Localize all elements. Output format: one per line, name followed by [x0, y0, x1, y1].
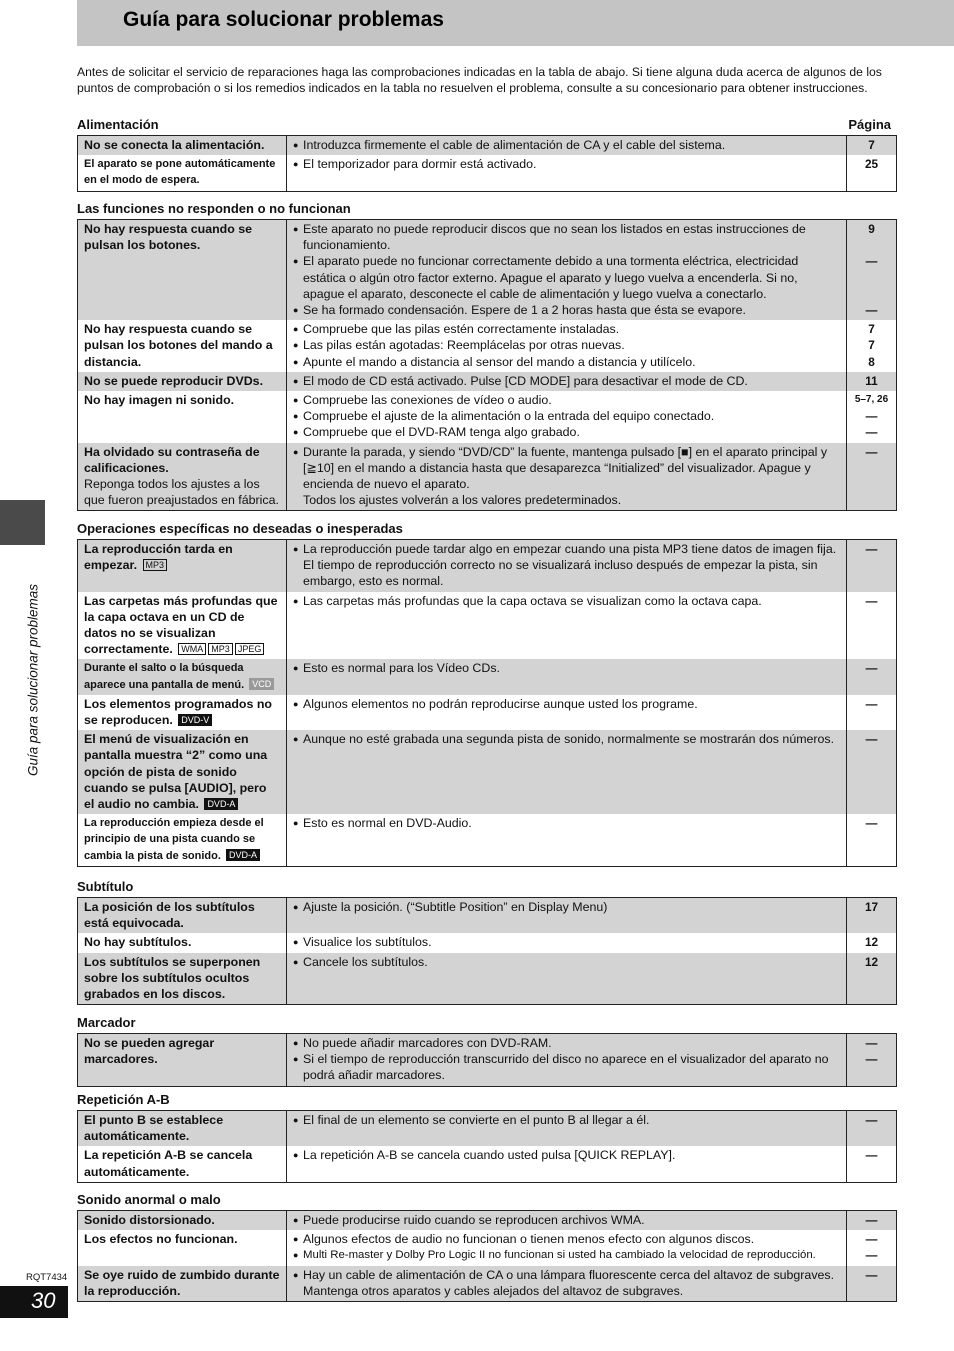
remedy-bullet: ● Hay un cable de alimentación de CA o una lámpara fluorescente cerca del altavoz de subgraves. Mantenga otros aparatos y cables alejados del altavoz de subgraves.	[293, 1267, 840, 1299]
remedy-bullet: ● Algunos elementos no podrán reproducirse aunque usted los programe.	[293, 696, 840, 712]
page-ref: 7	[868, 138, 875, 152]
remedy-cell	[287, 372, 847, 391]
troubleshooting-table	[77, 1210, 897, 1302]
page-ref-cell	[847, 443, 897, 511]
section-marcador	[77, 1015, 896, 1087]
section-heading	[77, 879, 896, 897]
remedy-bullet: ● Ajuste la posición. (“Subtitle Position” en Display Menu)	[293, 899, 840, 915]
remedy-bullet: ● El temporizador para dormir está activado.	[293, 156, 840, 172]
problem-cell	[78, 695, 287, 730]
disc-format-tag: JPEG	[235, 643, 265, 655]
side-section-label: Guía para solucionar problemas	[25, 583, 41, 777]
page-ref-cell	[847, 695, 897, 730]
problem-text: Durante el salto o la búsqueda aparece una pantalla de menú.	[84, 662, 245, 691]
remedy-bullet: ● Compruebe el ajuste de la alimentación o la entrada del equipo conectado.	[293, 408, 840, 424]
page-ref-cell	[847, 933, 897, 952]
section-funciones-no-responden	[77, 201, 896, 511]
page-ref: —	[865, 732, 878, 747]
page-ref: 5–7, 26	[854, 394, 889, 406]
remedy-cell	[287, 1111, 847, 1147]
remedy-bullet: ● Compruebe que las pilas estén correctamente instaladas.	[293, 321, 840, 337]
page-ref: 11	[865, 373, 878, 388]
section-subtitulo	[77, 879, 896, 1005]
page-ref: —	[865, 1248, 878, 1263]
remedy-cell	[287, 320, 847, 372]
remedy-cell	[287, 695, 847, 730]
page-ref: —	[865, 1213, 878, 1227]
page-ref: 12	[864, 935, 879, 950]
table-row	[78, 1034, 897, 1087]
problem-cell: No hay respuesta cuando se pulsan los botones del mando a distancia.	[84, 322, 273, 369]
page-ref: —	[865, 444, 878, 459]
page-ref-cell	[847, 814, 897, 866]
table-row	[78, 592, 897, 660]
remedy-cell	[287, 659, 847, 694]
remedy-bullet: ● Multi Re-master y Dolby Pro Logic II no funcionan si usted ha cambiado la velocidad de reproducción.	[293, 1247, 840, 1263]
section-heading-text: Subtítulo	[77, 879, 134, 894]
table-row	[78, 320, 897, 372]
troubleshooting-table	[77, 219, 897, 511]
problem-cell: El punto B se establece automáticamente.	[78, 1111, 287, 1147]
page-ref-cell	[847, 1111, 897, 1147]
remedy-cell	[287, 1266, 847, 1302]
table-row	[78, 1211, 897, 1231]
problem-cell	[78, 814, 287, 866]
remedy-cell	[287, 1146, 847, 1182]
remedy-bullet: ● El modo de CD está activado. Pulse [CD MODE] para desactivar el mode de CD.	[293, 373, 840, 389]
problem-cell: La posición de los subtítulos está equivocada.	[78, 898, 287, 934]
page-ref: —	[865, 1036, 878, 1050]
remedy-bullet: ● Compruebe que el DVD-RAM tenga algo grabado.	[293, 424, 840, 440]
remedy-cell	[287, 1034, 847, 1087]
page-title: Guía para solucionar problemas	[123, 8, 444, 31]
page-ref: 12	[864, 954, 879, 969]
table-row	[78, 136, 897, 156]
table-row	[78, 659, 897, 694]
table-row	[78, 155, 897, 191]
remedy-bullet: ● Introduzca firmemente el cable de alimentación de CA y el cable del sistema.	[293, 137, 840, 153]
remedy-bullet: ● La reproducción puede tardar algo en empezar cuando una pista MP3 tiene datos de imagen fija. El tiempo de reproducción correcto no se visualizará incluso después de empezar la pista, sin embargo, esto es normal.	[293, 541, 840, 590]
remedy-cell	[287, 933, 847, 952]
disc-format-tag: DVD-A	[226, 849, 260, 861]
problem-cell: No se conecta la alimentación.	[78, 136, 287, 156]
remedy-cell	[287, 220, 847, 321]
page-ref-cell	[847, 1266, 897, 1302]
remedy-cell	[287, 730, 847, 814]
problem-cell	[78, 540, 287, 592]
page-ref-cell	[847, 540, 897, 592]
document-code: RQT7434	[26, 1272, 68, 1283]
page-ref-cell	[847, 592, 897, 660]
disc-format-tag: VCD	[249, 678, 274, 690]
disc-format-tag: WMA	[178, 643, 206, 655]
remedy-cell	[287, 136, 847, 156]
problem-cell: Los efectos no funcionan.	[84, 1232, 238, 1247]
page-ref-cell	[847, 730, 897, 814]
remedy-bullet: ● Algunos efectos de audio no funcionan o tienen menos efecto con algunos discos.	[293, 1231, 840, 1247]
remedy-bullet: ● Esto es normal para los Vídeo CDs.	[293, 660, 840, 676]
disc-format-tag: MP3	[143, 559, 168, 571]
section-heading-text: Sonido anormal o malo	[77, 1192, 221, 1207]
section-heading	[77, 1015, 896, 1033]
remedy-cell	[287, 155, 847, 191]
remedy-bullet: ● No puede añadir marcadores con DVD-RAM.	[293, 1035, 840, 1051]
section-alimentacion	[77, 117, 896, 192]
table-row	[78, 372, 897, 391]
page-ref: —	[865, 542, 878, 556]
page-ref-cell	[847, 136, 897, 156]
section-heading-text: Marcador	[77, 1015, 136, 1030]
disc-format-tag: MP3	[208, 643, 233, 655]
remedy-bullet: ● Las pilas están agotadas: Reemplácelas por otras nuevas.	[293, 337, 840, 353]
problem-text: La reproducción empieza desde el principio de una pista cuando se cambia la pista de sonido.	[84, 817, 264, 862]
page-ref-cell	[847, 155, 897, 191]
table-row	[78, 730, 897, 814]
table-row	[78, 540, 897, 592]
section-repeticion-ab	[77, 1092, 896, 1183]
remedy-bullet: ● Puede producirse ruido cuando se reproducen archivos WMA.	[293, 1212, 840, 1228]
section-heading-text: Las funciones no responden o no funcionan	[77, 201, 351, 216]
problem-cell: No hay respuesta cuando se pulsan los botones.	[78, 220, 287, 321]
page-ref: —	[865, 1267, 878, 1282]
remedy-bullet: ● Esto es normal en DVD-Audio.	[293, 815, 840, 831]
section-heading-text: Alimentación	[77, 117, 159, 132]
remedy-bullet: ● Cancele los subtítulos.	[293, 954, 840, 970]
problem-cell: El aparato se pone automáticamente en el modo de espera.	[84, 158, 276, 187]
section-heading	[77, 201, 896, 219]
page-ref-cell	[847, 1211, 897, 1231]
remedy-cell	[287, 391, 847, 443]
problem-text: Los elementos programados no se reproducen.	[84, 696, 272, 728]
page-ref-cell	[847, 659, 897, 694]
page-ref: —	[865, 1113, 878, 1127]
intro-paragraph: Antes de solicitar el servicio de reparaciones haga las comprobaciones indicadas en la tabla de abajo. Si tiene alguna duda acerca de algunos de los puntos de comprobación o si los remedios indicados en la tabla no resuelven el problema, consulte a su concesionario para obtener instrucciones.	[77, 65, 882, 95]
remedy-bullet: ● El aparato puede no funcionar correctamente debido a una tormenta eléctrica, electricidad estática o algún otro factor externo. Apague el aparato y luego vuelva a encenderla. Si no, apague el aparato, desconecte el cable de alimentación y luego vuelva a conectarlo.	[293, 253, 840, 302]
page-column-label: Página	[848, 117, 891, 132]
remedy-bullet: ● El final de un elemento se convierte en el punto B al llegar a él.	[293, 1112, 840, 1128]
remedy-bullet: ● Visualice los subtítulos.	[293, 934, 840, 950]
disc-format-tag: DVD-V	[178, 714, 212, 726]
section-heading	[77, 1192, 896, 1210]
problem-text: Ha olvidado su contraseña de calificaciones.	[84, 444, 260, 475]
page-ref-cell	[847, 320, 897, 372]
remedy-cell	[287, 953, 847, 1005]
page-ref: —	[865, 593, 878, 608]
problem-cell	[78, 659, 287, 694]
troubleshooting-table	[77, 539, 897, 867]
remedy-bullet: ● Compruebe las conexiones de vídeo o audio.	[293, 392, 840, 408]
problem-cell: No hay imagen ni sonido.	[84, 393, 235, 408]
remedy-cell	[287, 1211, 847, 1231]
side-tab-marker	[0, 500, 45, 545]
page-number: 30	[0, 1286, 68, 1318]
problem-cell	[78, 730, 287, 814]
page-ref: —	[865, 816, 878, 831]
remedy-bullet: ● Apunte el mando a distancia al sensor del mando a distancia y utilícelo.	[293, 354, 840, 370]
problem-cell: Los subtítulos se superponen sobre los subtítulos ocultos grabados en los discos.	[78, 953, 287, 1005]
page-ref: 7	[868, 322, 875, 337]
page-ref-cell	[847, 953, 897, 1005]
problem-cell	[78, 443, 287, 511]
table-row	[78, 695, 897, 730]
troubleshooting-table	[77, 1033, 897, 1087]
page-ref: 17	[864, 900, 879, 914]
table-row	[78, 443, 897, 511]
section-sonido-anormal	[77, 1192, 896, 1302]
remedy-cell	[287, 592, 847, 660]
table-row	[78, 953, 897, 1005]
page-ref: 25	[864, 157, 879, 172]
section-heading	[77, 1092, 896, 1110]
remedy-bullet: ● Aunque no esté grabada una segunda pista de sonido, normalmente se mostrarán dos números.	[293, 731, 840, 747]
troubleshooting-table	[77, 897, 897, 1005]
page-ref: —	[865, 254, 878, 268]
page-ref-cell	[847, 372, 897, 391]
problem-text: Las carpetas más profundas que la capa octava en un CD de datos no se visualizan correctamente.	[84, 593, 278, 657]
section-heading-text: Repetición A-B	[77, 1092, 170, 1107]
table-row	[78, 1146, 897, 1182]
table-row	[78, 1230, 897, 1265]
page-ref: 7	[868, 338, 875, 353]
page-ref-cell	[847, 1230, 897, 1265]
page-ref: —	[865, 1148, 878, 1163]
page-ref: —	[865, 1232, 878, 1247]
problem-cell: No se pueden agregar marcadores.	[78, 1034, 287, 1087]
problem-note: Reponga todos los ajustes a los que fueron preajustados en fábrica.	[84, 477, 279, 508]
remedy-bullet: ● Durante la parada, y siendo “DVD/CD” la fuente, mantenga pulsado [■] en el aparato principal y [≧10] en el mando a distancia hasta que desaparezca “Initialized” del visualizador. Apague y encienda de nuevo el aparato.	[293, 444, 840, 493]
remedy-cell	[287, 443, 847, 511]
page-ref: —	[865, 409, 878, 424]
problem-cell: La repetición A-B se cancela automáticamente.	[84, 1148, 253, 1179]
page-ref: 8	[868, 354, 875, 369]
table-row	[78, 814, 897, 866]
table-row	[78, 1266, 897, 1302]
problem-cell: Sonido distorsionado.	[78, 1211, 287, 1231]
page-ref: —	[865, 1052, 878, 1067]
table-row	[78, 1111, 897, 1147]
page-ref-cell	[847, 1146, 897, 1182]
problem-cell	[78, 592, 287, 660]
page-ref: —	[865, 696, 878, 711]
section-heading	[77, 521, 896, 539]
page-ref-cell	[847, 1034, 897, 1087]
disc-format-tag: DVD-A	[204, 798, 238, 810]
problem-cell: No hay subtítulos.	[84, 935, 192, 950]
remedy-bullet: ● Si el tiempo de reproducción transcurrido del disco no aparece en el visualizador del aparato no podrá añadir marcadores.	[293, 1051, 840, 1083]
problem-text: La reproducción tarda en empezar.	[84, 542, 233, 573]
problem-text: El menú de visualización en pantalla muestra “2” como una opción de pista de sonido cuando se pulsa [AUDIO], pero el audio no cambia.	[84, 732, 268, 812]
page-ref: —	[865, 303, 878, 317]
page-ref: —	[865, 425, 878, 440]
remedy-bullet: ● Se ha formado condensación. Espere de 1 a 2 horas hasta que ésta se evapore.	[293, 302, 840, 318]
problem-cell: No se puede reproducir DVDs.	[78, 372, 287, 391]
remedy-cell	[287, 540, 847, 592]
table-row	[78, 391, 897, 443]
remedy-note: Todos los ajustes volverán a los valores predeterminados.	[303, 493, 622, 508]
remedy-bullet: ● La repetición A-B se cancela cuando usted pulsa [QUICK REPLAY].	[293, 1147, 840, 1163]
troubleshooting-table	[77, 1110, 897, 1183]
remedy-cell	[287, 898, 847, 934]
page-ref: 9	[868, 222, 875, 236]
page-ref: —	[865, 661, 878, 676]
table-row	[78, 898, 897, 934]
remedy-cell	[287, 814, 847, 866]
remedy-bullet: ● Las carpetas más profundas que la capa octava se visualizan como la octava capa.	[293, 593, 840, 609]
table-row	[78, 933, 897, 952]
section-operaciones-inesperadas	[77, 521, 896, 867]
troubleshooting-table	[77, 135, 897, 192]
remedy-cell	[287, 1230, 847, 1265]
title-bar	[77, 0, 954, 46]
problem-cell: Se oye ruido de zumbido durante la reproducción.	[78, 1266, 287, 1302]
table-row	[78, 220, 897, 321]
page-ref-cell	[847, 220, 897, 321]
section-heading	[77, 117, 896, 135]
page-ref-cell	[847, 391, 897, 443]
section-heading-text: Operaciones específicas no deseadas o inesperadas	[77, 521, 403, 536]
page-ref-cell	[847, 898, 897, 934]
remedy-bullet: ● Este aparato no puede reproducir discos que no sean los listados en estas instrucciones de funcionamiento.	[293, 221, 840, 253]
